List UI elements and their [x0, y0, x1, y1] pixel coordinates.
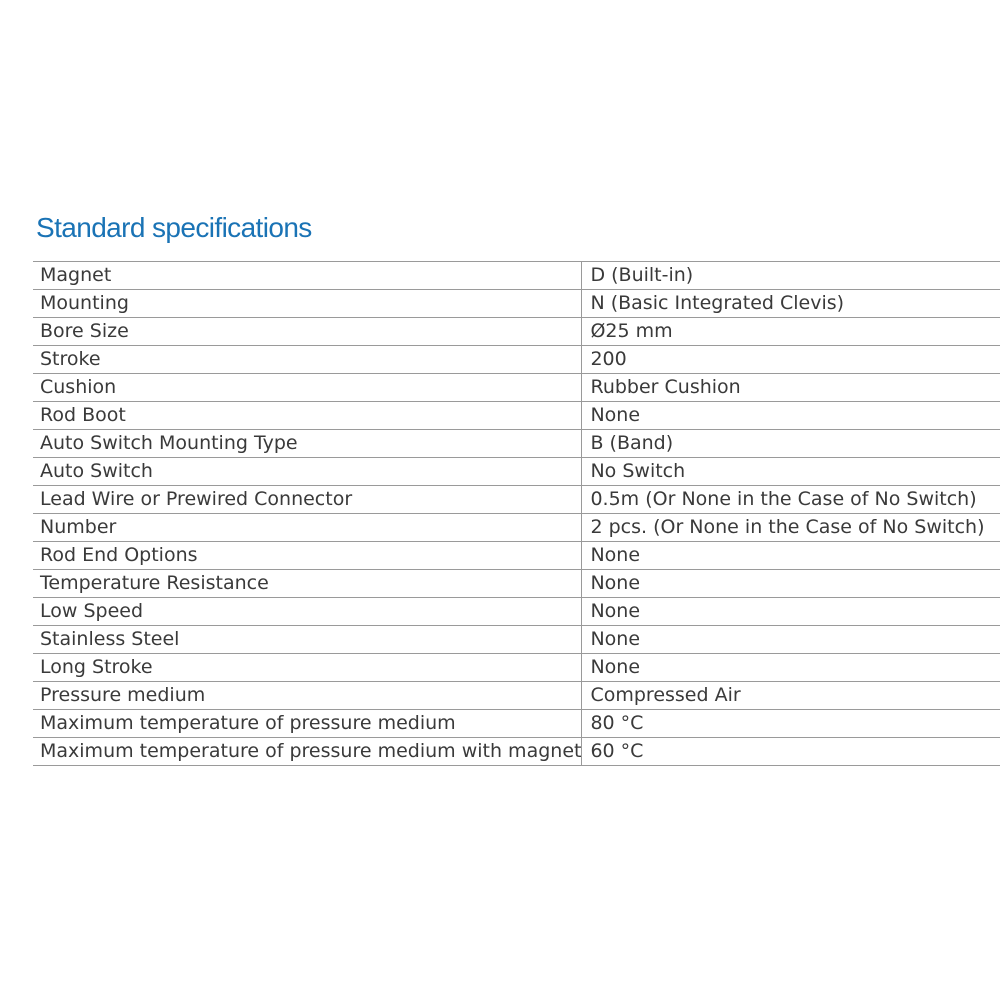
spec-value: Compressed Air	[582, 682, 1000, 710]
spec-label: Auto Switch Mounting Type	[33, 430, 582, 458]
table-row	[33, 570, 1000, 598]
spec-label: Magnet	[33, 262, 582, 290]
spec-label: Lead Wire or Prewired Connector	[33, 486, 582, 514]
spec-value: None	[582, 402, 1000, 430]
table-row	[33, 346, 1000, 374]
table-row	[33, 626, 1000, 654]
table-row	[33, 682, 1000, 710]
spec-label: Stainless Steel	[33, 626, 582, 654]
spec-label: Bore Size	[33, 318, 582, 346]
table-row	[33, 262, 1000, 290]
spec-label: Temperature Resistance	[33, 570, 582, 598]
table-row	[33, 598, 1000, 626]
spec-value: 80 °C	[582, 710, 1000, 738]
table-row	[33, 458, 1000, 486]
table-row	[33, 738, 1000, 766]
table-row	[33, 542, 1000, 570]
table-row	[33, 374, 1000, 402]
spec-label: Stroke	[33, 346, 582, 374]
spec-value: None	[582, 570, 1000, 598]
spec-table	[33, 261, 1000, 766]
spec-value: None	[582, 626, 1000, 654]
spec-label: Maximum temperature of pressure medium	[33, 710, 582, 738]
spec-label: Cushion	[33, 374, 582, 402]
spec-value: B (Band)	[582, 430, 1000, 458]
spec-label: Rod Boot	[33, 402, 582, 430]
table-row	[33, 654, 1000, 682]
spec-value: 0.5m (Or None in the Case of No Switch)	[582, 486, 1000, 514]
spec-label: Auto Switch	[33, 458, 582, 486]
page-title: Standard specifications	[36, 212, 312, 243]
spec-value: 60 °C	[582, 738, 1000, 766]
spec-label: Rod End Options	[33, 542, 582, 570]
spec-value: None	[582, 542, 1000, 570]
spec-value: No Switch	[582, 458, 1000, 486]
spec-value: Rubber Cushion	[582, 374, 1000, 402]
table-row	[33, 290, 1000, 318]
spec-value: N (Basic Integrated Clevis)	[582, 290, 1000, 318]
spec-label: Long Stroke	[33, 654, 582, 682]
spec-label: Mounting	[33, 290, 582, 318]
table-row	[33, 430, 1000, 458]
spec-value: Ø25 mm	[582, 318, 1000, 346]
spec-value: None	[582, 598, 1000, 626]
spec-label: Pressure medium	[33, 682, 582, 710]
spec-label: Low Speed	[33, 598, 582, 626]
spec-label: Number	[33, 514, 582, 542]
table-row	[33, 402, 1000, 430]
spec-value: None	[582, 654, 1000, 682]
table-row	[33, 318, 1000, 346]
spec-table-body	[33, 262, 1000, 766]
table-row	[33, 514, 1000, 542]
table-row	[33, 710, 1000, 738]
spec-value: 2 pcs. (Or None in the Case of No Switch)	[582, 514, 1000, 542]
table-row	[33, 486, 1000, 514]
spec-label: Maximum temperature of pressure medium with magnet	[33, 738, 582, 766]
spec-value: D (Built-in)	[582, 262, 1000, 290]
spec-value: 200	[582, 346, 1000, 374]
